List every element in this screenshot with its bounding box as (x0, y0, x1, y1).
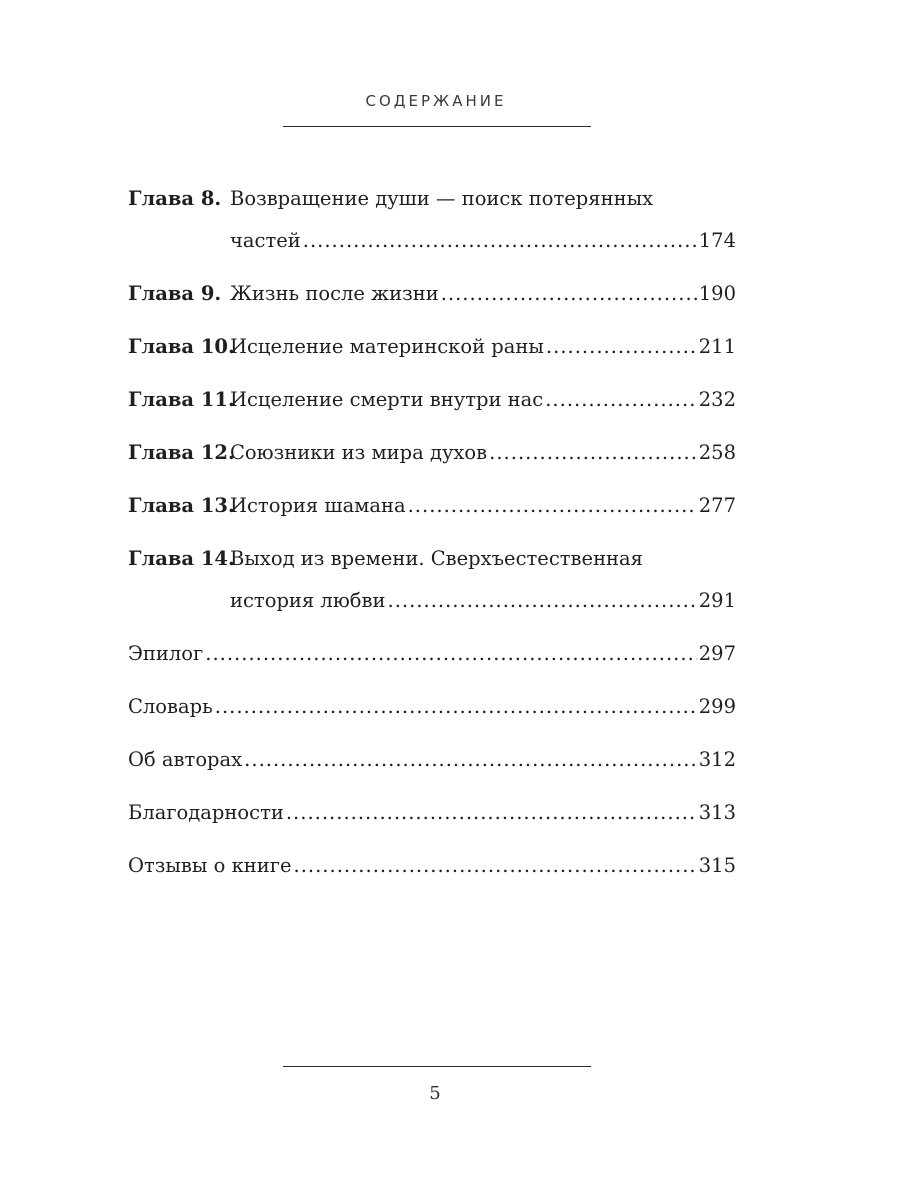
dot-leader (546, 326, 697, 368)
chapter-label: Глава 13. (128, 494, 235, 517)
entry-title: Эпилог (128, 642, 204, 665)
table-of-contents (128, 178, 736, 887)
toc-entry-glossary[interactable] (128, 686, 736, 728)
dot-leader (205, 633, 697, 675)
entry-title: Исцеление материнской раны (230, 335, 544, 358)
page-reference: 313 (698, 801, 736, 824)
toc-entry-chapter-14[interactable] (128, 538, 736, 622)
entry-title: частей (230, 229, 301, 252)
chapter-label: Глава 14. (128, 547, 235, 570)
page-reference: 258 (698, 441, 736, 464)
toc-entry-chapter-8[interactable] (128, 178, 736, 262)
chapter-label: Глава 12. (128, 441, 235, 464)
toc-entry-chapter-10[interactable] (128, 326, 736, 368)
chapter-label: Глава 10. (128, 335, 235, 358)
entry-title: Союзники из мира духов (230, 441, 488, 464)
toc-entry-chapter-9[interactable] (128, 273, 736, 315)
entry-title: Благодарности (128, 801, 284, 824)
page-reference: 277 (698, 494, 736, 517)
chapter-label: Глава 9. (128, 282, 222, 305)
toc-entry-chapter-12[interactable] (128, 432, 736, 474)
page-number: 5 (429, 1083, 441, 1104)
page-reference: 211 (698, 335, 736, 358)
page-reference: 297 (698, 642, 736, 665)
dot-leader (244, 739, 697, 781)
footer-rule (283, 1066, 591, 1067)
toc-entry-reviews[interactable] (128, 845, 736, 887)
chapter-label: Глава 11. (128, 388, 235, 411)
dot-leader (294, 845, 697, 887)
page-reference: 174 (698, 229, 736, 252)
dot-leader (441, 273, 697, 315)
entry-title: Исцеление смерти внутри нас (230, 388, 544, 411)
toc-entry-acknowledgements[interactable] (128, 792, 736, 834)
entry-title: Словарь (128, 695, 213, 718)
entry-title: Жизнь после жизни (230, 282, 439, 305)
toc-entry-chapter-13[interactable] (128, 485, 736, 527)
page-reference: 232 (698, 388, 736, 411)
dot-leader (303, 220, 697, 262)
toc-entry-epilogue[interactable] (128, 633, 736, 675)
dot-leader (545, 379, 697, 421)
entry-title: Возвращение души — поиск потерянных (230, 187, 654, 210)
header-rule (283, 126, 591, 127)
entry-title: История шамана (230, 494, 406, 517)
dot-leader (408, 485, 697, 527)
dot-leader (388, 580, 697, 622)
page-reference: 291 (698, 589, 736, 612)
toc-entry-chapter-11[interactable] (128, 379, 736, 421)
dot-leader (489, 432, 697, 474)
entry-title: Отзывы о книге (128, 854, 292, 877)
dot-leader (286, 792, 697, 834)
page-reference: 299 (698, 695, 736, 718)
dot-leader (215, 686, 697, 728)
entry-title: история любви (230, 589, 386, 612)
page-reference: 312 (698, 748, 736, 771)
toc-entry-about-authors[interactable] (128, 739, 736, 781)
page-reference: 315 (698, 854, 736, 877)
chapter-label: Глава 8. (128, 187, 222, 210)
page-title: СОДЕРЖАНИЕ (365, 92, 507, 110)
entry-title: Выход из времени. Сверхъестественная (230, 547, 643, 570)
page-reference: 190 (698, 282, 736, 305)
entry-title: Об авторах (128, 748, 243, 771)
